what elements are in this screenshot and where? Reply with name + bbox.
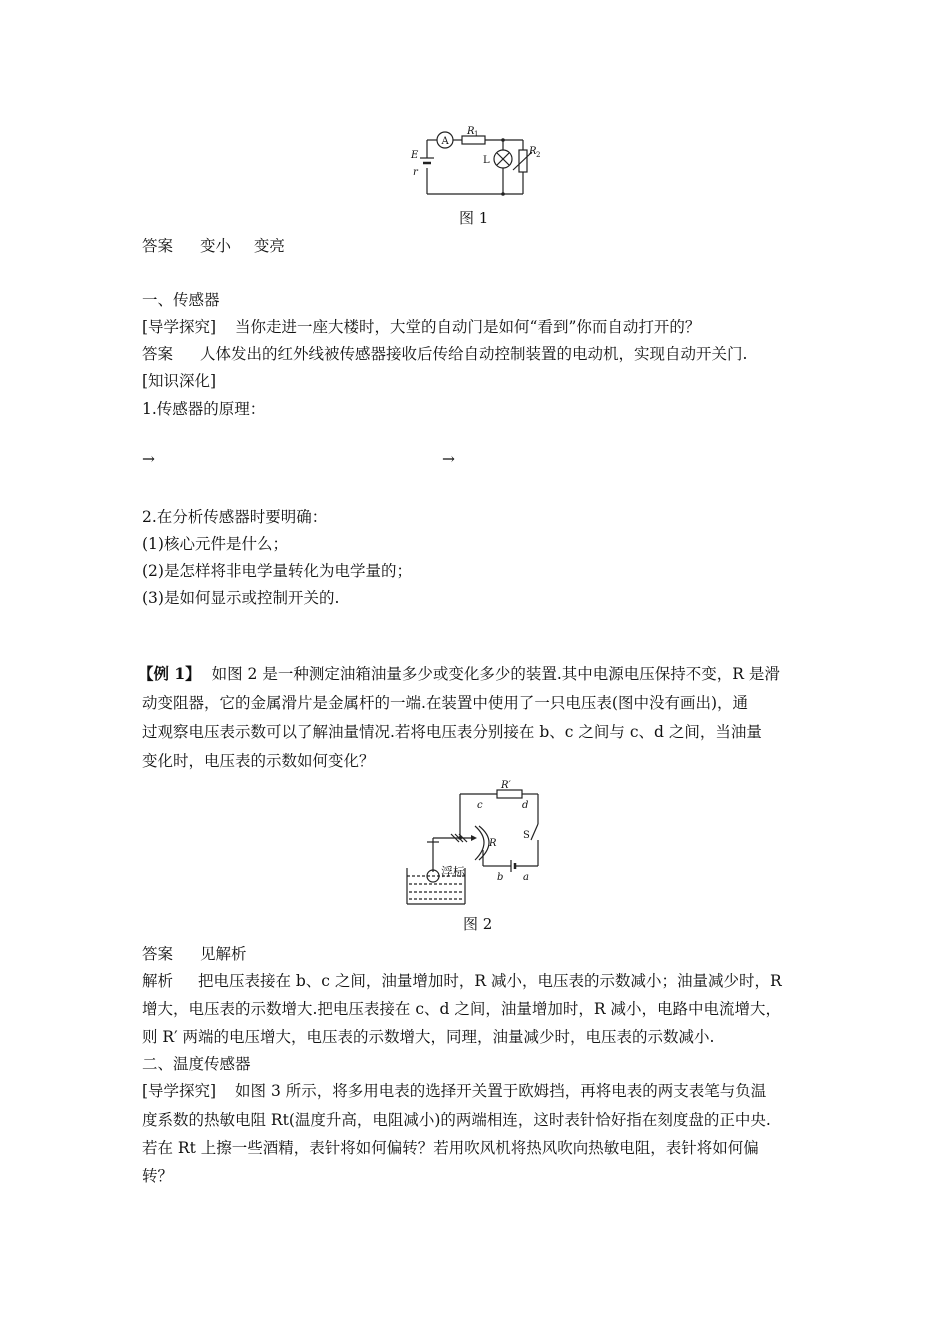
point-2: 2.在分析传感器时要明确： [142,508,328,526]
point-1: 1.传感器的原理： [142,400,266,418]
flow-arrow-1: → [142,450,155,468]
analysis-text-1: 把电压表接在 b、c 之间，油量增加时，R 减小，电压表的示数减小；油量减少时，R [197,972,782,990]
figure-2-caption: 图 2 [463,915,493,933]
figure-2-oil-gauge [405,780,550,912]
answer-label: 答案 [142,345,174,363]
analysis-label: 解析 [142,972,174,990]
sub-point-2: (2)是怎样将非电学量转化为电学量的； [142,562,412,580]
guide-text: 当你走进一座大楼时，大堂的自动门是如何“看到”你而自动打开的？ [235,318,701,336]
guide-label: [导学探究] [142,318,217,336]
section-2-heading: 二、温度传感器 [142,1055,251,1073]
emf-label: E [411,150,419,161]
figure-1-circuit [405,126,555,206]
example-text-1: 如图 2 是一种测定油箱油量多少或变化多少的装置.其中电源电压保持不变，R 是滑 [211,665,780,683]
node-d-label: d [522,800,529,811]
deepen-label: [知识深化] [142,372,217,390]
section-1-heading: 一、传感器 [142,291,220,309]
example-tag: 【例 1】 [138,664,201,683]
answer-sensor-line [142,342,747,364]
answer-text-2: 变亮 [253,237,285,255]
r2-subscript: 2 [536,151,541,159]
r2-label: R [529,146,537,157]
figure-1-caption: 图 1 [459,209,489,227]
r1-label: R [467,126,475,137]
guide-2-line-3: 若在 Rt 上擦一些酒精，表针将如何偏转？若用吹风机将热风吹向热敏电阻，表针将如何偏 [142,1139,759,1157]
guide-label: [导学探究] [142,1082,217,1100]
node-c-label: c [477,800,483,811]
node-a-label: a [523,872,529,883]
analysis-line-1 [142,969,782,991]
float-label: 浮标 [441,865,466,879]
answer-text: 人体发出的红外线被传感器接收后传给自动控制装置的电动机，实现自动开关门. [199,345,748,363]
example-1-line-2: 动变阻器，它的金属滑片是金属杆的一端.在装置中使用了一只电压表(图中没有画出)，通 [142,694,749,712]
answer-text-1: 变小 [199,237,231,255]
flow-arrow-2: → [442,450,455,468]
sub-point-3: (3)是如何显示或控制开关的. [142,589,340,607]
guide-1-line [142,315,700,337]
guide-2-line-4: 转？ [142,1167,174,1185]
example-1-line-4: 变化时，电压表的示数如何变化？ [142,752,375,770]
internal-resistance-label: r [413,167,418,178]
answer-1-line [142,234,285,256]
example-1-line-1 [138,662,780,684]
analysis-line-3: 则 R′ 两端的电压增大，电压表的示数增大，同理，油量减少时，电压表的示数减小. [142,1028,715,1046]
switch-label: S [523,830,530,841]
guide-2-line-1 [142,1079,766,1101]
answer-2-line [142,942,246,964]
lamp-label: L [483,155,490,166]
rheostat-label: R [489,838,497,849]
rprime-label: R′ [501,780,511,791]
sub-point-1: (1)核心元件是什么； [142,535,288,553]
answer-label: 答案 [142,237,174,255]
guide-text-1: 如图 3 所示，将多用电表的选择开关置于欧姆挡，再将电表的两支表笔与负温 [235,1082,767,1100]
node-b-label: b [497,872,504,883]
guide-2-line-2: 度系数的热敏电阻 Rt(温度升高，电阻减小)的两端相连，这时表针恰好指在刻度盘的正中央. [142,1111,771,1129]
answer-label: 答案 [142,945,174,963]
ammeter-label: A [441,136,449,147]
answer-text: 见解析 [199,945,247,963]
example-1-line-3: 过观察电压表示数可以了解油量情况.若将电压表分别接在 b、c 之间与 c、d 之间，当油量 [142,723,762,741]
r1-subscript: 1 [474,130,479,138]
analysis-line-2: 增大，电压表的示数增大.把电压表接在 c、d 之间，油量增加时，R 减小，电路中电流增大， [142,1000,781,1018]
